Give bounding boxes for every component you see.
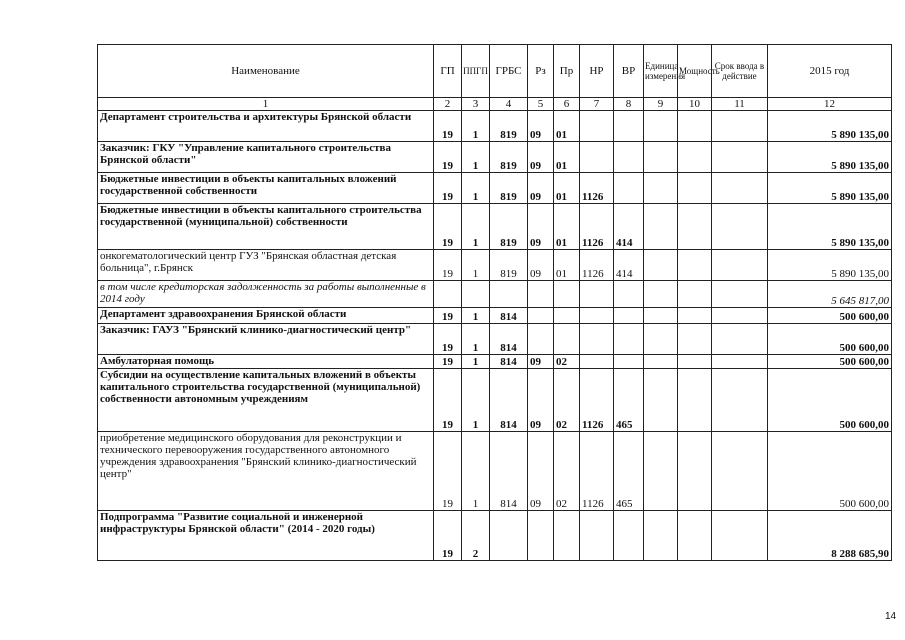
cell-nr: [580, 308, 614, 324]
column-number: 2: [434, 98, 462, 111]
cell-grbs: 814: [490, 355, 528, 369]
cell-rz: [528, 308, 554, 324]
header-nr: НР: [580, 45, 614, 98]
cell-amount: 500 600,00: [768, 308, 892, 324]
cell-pr: 01: [554, 250, 580, 281]
table-body: [98, 98, 892, 561]
cell-commission: [712, 250, 768, 281]
cell-capacity: [678, 432, 712, 511]
header-grbs: ГРБС: [490, 45, 528, 98]
cell-amount: 500 600,00: [768, 355, 892, 369]
cell-nr: 1126: [580, 173, 614, 204]
header-vr: ВР: [614, 45, 644, 98]
cell-vr: 465: [614, 369, 644, 432]
cell-unit: [644, 432, 678, 511]
cell-rz: [528, 281, 554, 308]
cell-nr: 1126: [580, 369, 614, 432]
cell-grbs: 819: [490, 142, 528, 173]
cell-ppgp: 1: [462, 324, 490, 355]
cell-vr: [614, 511, 644, 561]
cell-amount: 5 645 817,00: [768, 281, 892, 308]
cell-grbs: 819: [490, 173, 528, 204]
header-ppgp: ППГП: [462, 45, 490, 98]
cell-ppgp: 1: [462, 173, 490, 204]
cell-pr: [554, 281, 580, 308]
cell-vr: [614, 324, 644, 355]
cell-nr: [580, 142, 614, 173]
cell-nr: [580, 111, 614, 142]
cell-commission: [712, 204, 768, 250]
cell-grbs: [490, 281, 528, 308]
column-number: 7: [580, 98, 614, 111]
cell-ppgp: 1: [462, 142, 490, 173]
cell-grbs: 814: [490, 308, 528, 324]
column-number: 1: [98, 98, 434, 111]
cell-vr: 414: [614, 250, 644, 281]
row-name: Заказчик: ГКУ "Управление капитального строительства Брянской области": [98, 142, 434, 173]
cell-unit: [644, 173, 678, 204]
cell-ppgp: [462, 281, 490, 308]
table-row: [98, 204, 892, 250]
cell-amount: 500 600,00: [768, 324, 892, 355]
column-number: 11: [712, 98, 768, 111]
column-number: 9: [644, 98, 678, 111]
header-pr: Пр: [554, 45, 580, 98]
cell-grbs: 814: [490, 324, 528, 355]
cell-rz: 09: [528, 111, 554, 142]
cell-vr: [614, 308, 644, 324]
cell-rz: [528, 511, 554, 561]
cell-grbs: 819: [490, 111, 528, 142]
cell-ppgp: 1: [462, 432, 490, 511]
header-year-2015: 2015 год: [768, 45, 892, 98]
column-number: 6: [554, 98, 580, 111]
cell-rz: 09: [528, 250, 554, 281]
column-number: 5: [528, 98, 554, 111]
budget-table: [97, 44, 892, 561]
cell-grbs: 819: [490, 204, 528, 250]
cell-ppgp: 1: [462, 355, 490, 369]
cell-grbs: 819: [490, 250, 528, 281]
cell-ppgp: 1: [462, 250, 490, 281]
cell-unit: [644, 355, 678, 369]
cell-pr: [554, 308, 580, 324]
cell-gp: 19: [434, 173, 462, 204]
cell-commission: [712, 511, 768, 561]
header-row: [98, 45, 892, 98]
cell-ppgp: 1: [462, 111, 490, 142]
cell-nr: [580, 511, 614, 561]
cell-gp: 19: [434, 369, 462, 432]
cell-pr: 01: [554, 111, 580, 142]
row-name: Бюджетные инвестиции в объекты капитального строительства государственной (муниципальной) собственности: [98, 204, 434, 250]
cell-pr: [554, 324, 580, 355]
cell-nr: [580, 324, 614, 355]
cell-nr: 1126: [580, 432, 614, 511]
column-number: 3: [462, 98, 490, 111]
cell-capacity: [678, 204, 712, 250]
cell-amount: 5 890 135,00: [768, 111, 892, 142]
cell-pr: 02: [554, 355, 580, 369]
cell-vr: [614, 355, 644, 369]
cell-vr: [614, 281, 644, 308]
header-gp: ГП: [434, 45, 462, 98]
cell-unit: [644, 281, 678, 308]
cell-gp: 19: [434, 324, 462, 355]
column-number: 4: [490, 98, 528, 111]
row-name: онкогематологический центр ГУЗ "Брянская областная детская больница", г.Брянск: [98, 250, 434, 281]
cell-amount: 5 890 135,00: [768, 250, 892, 281]
cell-nr: [580, 281, 614, 308]
cell-capacity: [678, 511, 712, 561]
cell-amount: 500 600,00: [768, 369, 892, 432]
column-number-row: [98, 98, 892, 111]
table-row: [98, 111, 892, 142]
cell-unit: [644, 142, 678, 173]
cell-unit: [644, 324, 678, 355]
table-row: [98, 432, 892, 511]
row-name: Бюджетные инвестиции в объекты капитальных вложений государственной собственности: [98, 173, 434, 204]
cell-commission: [712, 111, 768, 142]
cell-rz: 09: [528, 142, 554, 173]
cell-rz: 09: [528, 173, 554, 204]
cell-gp: 19: [434, 111, 462, 142]
cell-vr: 465: [614, 432, 644, 511]
cell-unit: [644, 511, 678, 561]
row-name: Департамент строительства и архитектуры Брянской области: [98, 111, 434, 142]
cell-vr: 414: [614, 204, 644, 250]
cell-commission: [712, 308, 768, 324]
cell-nr: 1126: [580, 250, 614, 281]
cell-ppgp: 1: [462, 369, 490, 432]
cell-gp: [434, 281, 462, 308]
table-row: [98, 511, 892, 561]
table-row: [98, 369, 892, 432]
header-capacity: Мощность: [678, 45, 712, 98]
cell-grbs: [490, 511, 528, 561]
cell-gp: 19: [434, 142, 462, 173]
cell-gp: 19: [434, 511, 462, 561]
cell-grbs: 814: [490, 432, 528, 511]
cell-capacity: [678, 111, 712, 142]
column-number: 10: [678, 98, 712, 111]
header-name: Наименование: [98, 45, 434, 98]
cell-capacity: [678, 142, 712, 173]
cell-capacity: [678, 281, 712, 308]
row-name: Субсидии на осуществление капитальных вложений в объекты капитального строительства государственной (муниципальной) собственности автономным учреждениям: [98, 369, 434, 432]
row-name: Подпрограмма "Развитие социальной и инженерной инфраструктуры Брянской области" (2014 - 2020 годы): [98, 511, 434, 561]
cell-pr: 01: [554, 142, 580, 173]
table-row: [98, 308, 892, 324]
cell-rz: 09: [528, 432, 554, 511]
cell-capacity: [678, 173, 712, 204]
header-rz: Рз: [528, 45, 554, 98]
cell-rz: 09: [528, 369, 554, 432]
cell-unit: [644, 111, 678, 142]
cell-commission: [712, 281, 768, 308]
table-row: [98, 281, 892, 308]
cell-gp: 19: [434, 355, 462, 369]
column-number: 12: [768, 98, 892, 111]
cell-capacity: [678, 324, 712, 355]
cell-commission: [712, 369, 768, 432]
cell-grbs: 814: [490, 369, 528, 432]
cell-capacity: [678, 250, 712, 281]
cell-rz: [528, 324, 554, 355]
cell-vr: [614, 111, 644, 142]
header-unit: Единица измерения: [644, 45, 678, 98]
page-number: 14: [885, 611, 897, 622]
cell-capacity: [678, 308, 712, 324]
table-row: [98, 324, 892, 355]
cell-gp: 19: [434, 432, 462, 511]
cell-ppgp: 1: [462, 308, 490, 324]
cell-unit: [644, 308, 678, 324]
table-row: [98, 173, 892, 204]
cell-gp: 19: [434, 204, 462, 250]
cell-nr: 1126: [580, 204, 614, 250]
cell-gp: 19: [434, 250, 462, 281]
column-number: 8: [614, 98, 644, 111]
cell-nr: [580, 355, 614, 369]
cell-vr: [614, 142, 644, 173]
cell-pr: [554, 511, 580, 561]
row-name: Заказчик: ГАУЗ "Брянский клинико-диагностический центр": [98, 324, 434, 355]
table-row: [98, 355, 892, 369]
cell-gp: 19: [434, 308, 462, 324]
cell-unit: [644, 250, 678, 281]
cell-capacity: [678, 369, 712, 432]
row-name: Амбулаторная помощь: [98, 355, 434, 369]
cell-unit: [644, 369, 678, 432]
row-name: в том числе кредиторская задолженность за работы выполненные в 2014 году: [98, 281, 434, 308]
cell-commission: [712, 173, 768, 204]
cell-vr: [614, 173, 644, 204]
cell-rz: 09: [528, 204, 554, 250]
cell-commission: [712, 324, 768, 355]
cell-amount: 8 288 685,90: [768, 511, 892, 561]
cell-pr: 02: [554, 432, 580, 511]
row-name: Департамент здравоохранения Брянской области: [98, 308, 434, 324]
cell-ppgp: 2: [462, 511, 490, 561]
table-row: [98, 142, 892, 173]
cell-amount: 500 600,00: [768, 432, 892, 511]
cell-commission: [712, 142, 768, 173]
cell-amount: 5 890 135,00: [768, 173, 892, 204]
cell-unit: [644, 204, 678, 250]
cell-pr: 01: [554, 204, 580, 250]
table-row: [98, 250, 892, 281]
cell-pr: 02: [554, 369, 580, 432]
cell-commission: [712, 432, 768, 511]
cell-amount: 5 890 135,00: [768, 142, 892, 173]
cell-pr: 01: [554, 173, 580, 204]
cell-amount: 5 890 135,00: [768, 204, 892, 250]
cell-commission: [712, 355, 768, 369]
cell-capacity: [678, 355, 712, 369]
cell-ppgp: 1: [462, 204, 490, 250]
header-commission: Срок ввода в действие: [712, 45, 768, 98]
cell-rz: 09: [528, 355, 554, 369]
row-name: приобретение медицинского оборудования для реконструкции и технического перевооружения государственного автономного учреждения здравоохранения "Брянский клинико-диагностический центр": [98, 432, 434, 511]
